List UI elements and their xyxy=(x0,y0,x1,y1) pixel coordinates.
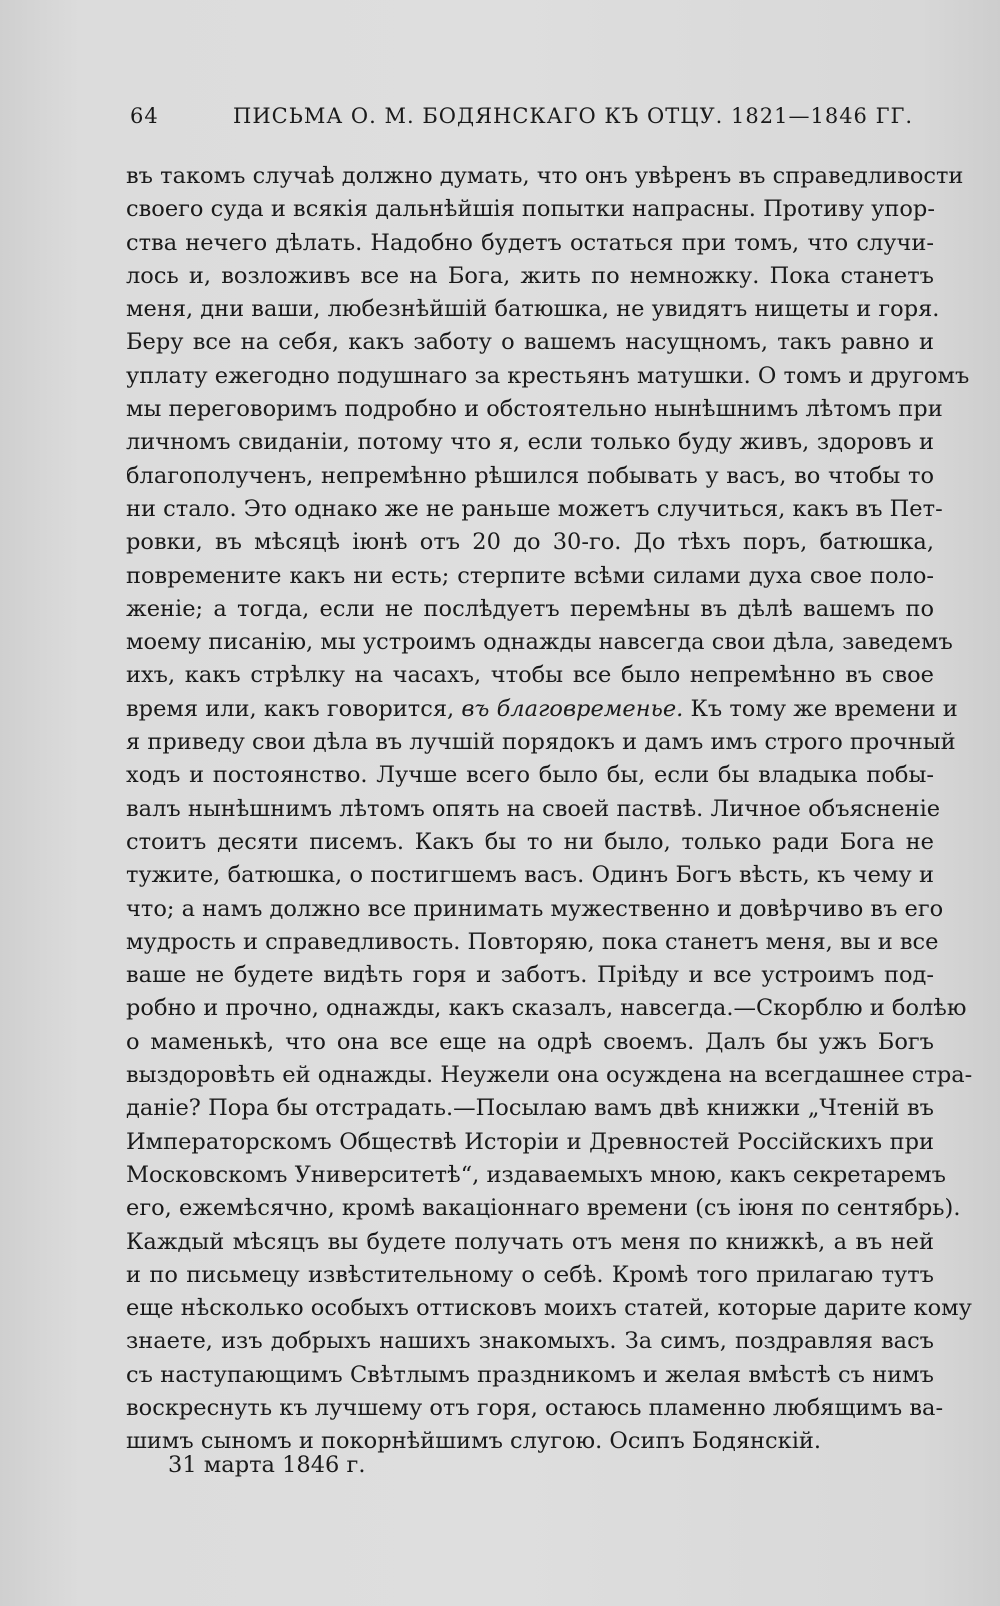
text-line: о маменькѣ, что она все еще на одрѣ своемъ. Далъ бы ужъ Богъ xyxy=(126,1028,934,1055)
text-line: ства нечего дѣлать. Надобно будетъ остаться при томъ, что случи- xyxy=(126,229,934,256)
text-line: ровки, въ мѣсяцѣ іюнѣ отъ 20 до 30-го. До тѣхъ поръ, батюшка, xyxy=(126,529,934,556)
text-line: валъ нынѣшнимъ лѣтомъ опять на своей паствѣ. Личное объясненіе xyxy=(126,795,941,822)
signature-line: шимъ сыномъ и покорнѣйшимъ слугою. Осипъ Бодянскій. xyxy=(126,1428,822,1455)
text-line: что; а намъ должно все принимать мужественно и довѣрчиво въ его xyxy=(126,895,944,922)
text-line: въ такомъ случаѣ должно думать, что онъ увѣренъ въ справедливости xyxy=(126,163,964,189)
text-line: воскреснуть къ лучшему отъ горя, остаюсь пламенно любящимъ ва- xyxy=(126,1394,944,1421)
text-line: ихъ, какъ стрѣлку на часахъ, чтобы все было непремѣнно въ свое xyxy=(126,662,934,689)
page-number: 64 xyxy=(130,104,159,128)
text-line: его, ежемѣсячно, кромѣ вакаціоннаго времени (съ іюня по сентябрь). xyxy=(126,1195,961,1222)
text-line: ваше не будете видѣть горя и заботъ. Пріѣду и все устроимъ под- xyxy=(126,962,934,989)
text-line: ни стало. Это однако же не раньше можетъ случиться, какъ въ Пет- xyxy=(126,495,943,522)
text-line: робно и прочно, однажды, какъ сказалъ, навсегда.—Скорблю и болѣю xyxy=(126,995,967,1022)
text-line: своего суда и всякія дальнѣйшія попытки напрасны. Противу упор- xyxy=(126,196,935,223)
text-line: мудрость и справедливость. Повторяю, пока станетъ меня, вы и все xyxy=(126,928,939,955)
text-line: съ наступающимъ Свѣтлымъ праздникомъ и желая вмѣстѣ съ нимъ xyxy=(126,1361,934,1388)
text-line: Каждый мѣсяцъ вы будете получать отъ меня по книжкѣ, а въ ней xyxy=(126,1228,934,1255)
text-line: тужите, батюшка, о постигшемъ васъ. Одинъ Богъ вѣсть, къ чему и xyxy=(126,862,934,889)
text-line: Императорскомъ Обществѣ Исторіи и Древностей Россійскихъ при xyxy=(126,1128,934,1155)
text-line: мы переговоримъ подробно и обстоятельно нынѣшнимъ лѣтомъ при xyxy=(126,396,943,423)
text-segment: время или, какъ говорится, xyxy=(126,695,462,722)
text-line: личномъ свиданіи, потому что я, если только буду живъ, здоровъ и xyxy=(126,429,934,456)
text-line: стоитъ десяти писемъ. Какъ бы то ни было, только ради Бога не xyxy=(126,828,934,855)
text-line-with-italic xyxy=(126,693,958,726)
text-line: еще нѣсколько особыхъ оттисковъ моихъ статей, которые дарите кому xyxy=(126,1295,972,1322)
text-segment: Къ тому же времени и xyxy=(683,695,958,722)
text-line: Московскомъ Университетѣ“, издаваемыхъ мною, какъ секретаремъ xyxy=(126,1161,946,1188)
text-line: моему писанію, мы устроимъ однажды навсегда свои дѣла, заведемъ xyxy=(126,629,953,656)
text-line: повремените какъ ни есть; стерпите всѣми силами духа свое поло- xyxy=(126,562,934,589)
text-line: выздоровѣть ей однажды. Неужели она осуждена на всегдашнее стра- xyxy=(126,1062,973,1089)
text-line: лось и, возложивъ все на Бога, жить по немножку. Пока станетъ xyxy=(126,262,934,289)
text-line: уплату ежегодно подушнаго за крестьянъ матушки. О томъ и другомъ xyxy=(126,362,970,389)
text-line: и по письмецу извѣстительному о себѣ. Кромѣ того прилагаю тутъ xyxy=(126,1261,934,1288)
text-line: знаете, изъ добрыхъ нашихъ знакомыхъ. За симъ, поздравляя васъ xyxy=(126,1328,934,1355)
text-line: меня, дни ваши, любезнѣйшій батюшка, не увидятъ нищеты и горя. xyxy=(126,296,940,323)
running-title: ПИСЬМА О. М. БОДЯНСКАГО КЪ ОТЦУ. 1821—1846 ГГ. xyxy=(233,104,914,128)
text-line: Беру все на себя, какъ заботу о вашемъ насущномъ, такъ равно и xyxy=(126,329,934,356)
text-line: благополученъ, непремѣнно рѣшился побывать у васъ, во чтобы то xyxy=(126,462,934,489)
text-line: я приведу свои дѣла въ лучшій порядокъ и дамъ имъ строго прочный xyxy=(126,729,956,756)
text-line: даніе? Пора бы отстрадать.—Посылаю вамъ двѣ книжки „Чтеній въ xyxy=(126,1095,934,1122)
letter-body xyxy=(126,160,973,1459)
text-line: женіе; а тогда, если не послѣдуетъ перемѣны въ дѣлѣ вашемъ по xyxy=(126,595,934,622)
italic-phrase: въ благовременье. xyxy=(461,695,684,722)
text-line: ходъ и постоянство. Лучше всего было бы, если бы владыка побы- xyxy=(126,762,934,789)
page-header xyxy=(130,104,914,138)
letter-date: 31 марта 1846 г. xyxy=(168,1452,366,1478)
